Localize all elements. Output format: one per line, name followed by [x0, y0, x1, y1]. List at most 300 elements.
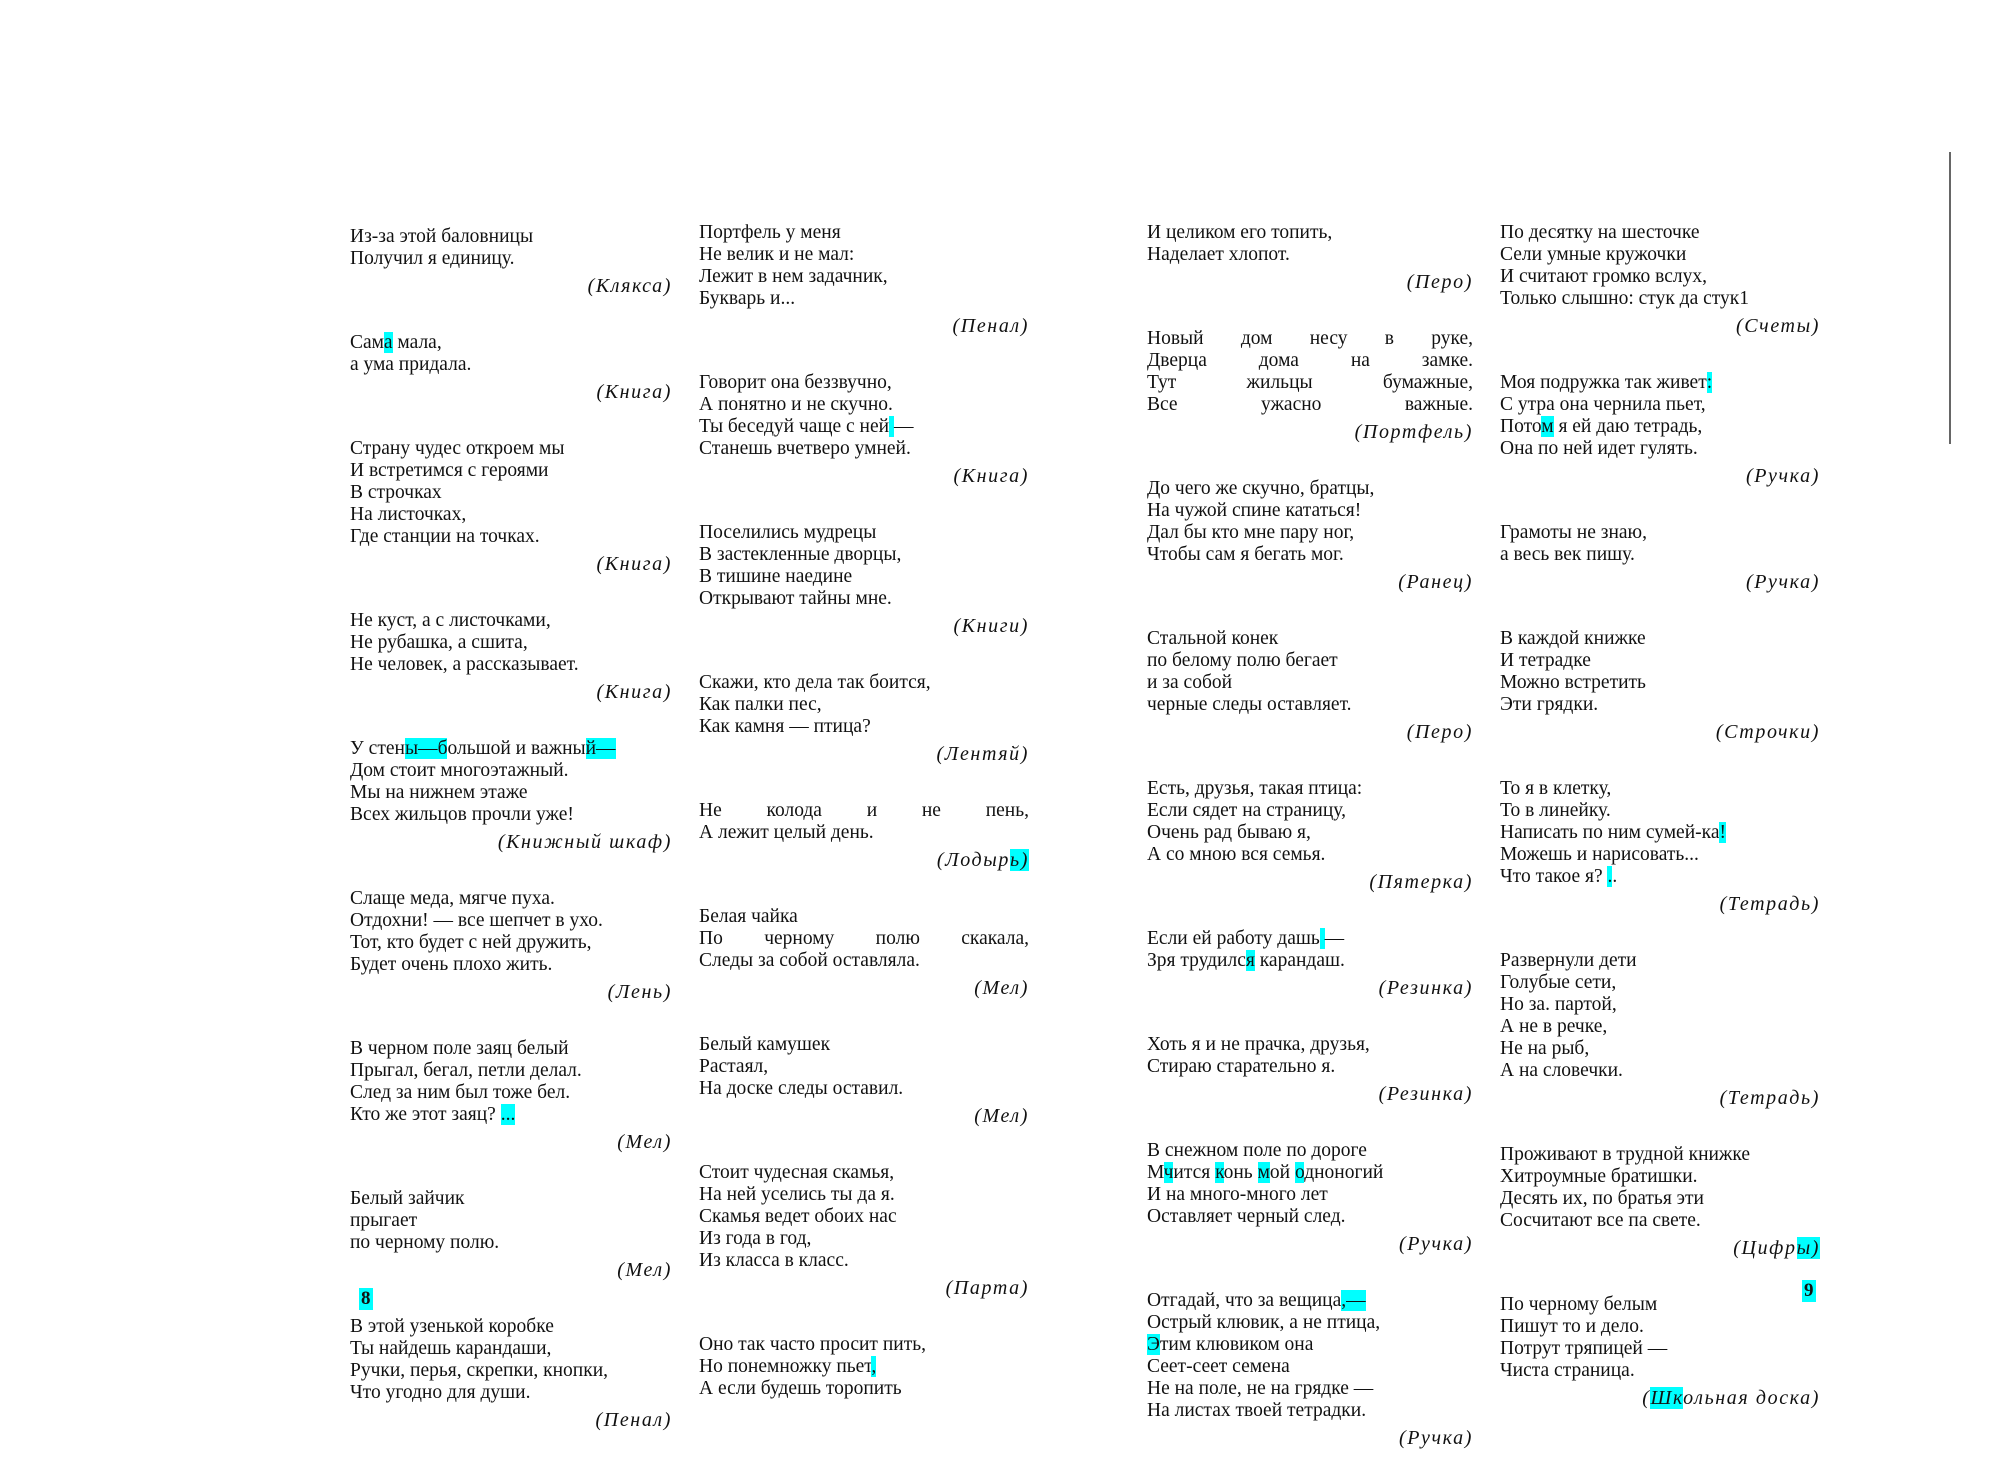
text-segment: Зря трудилс [1147, 950, 1246, 971]
riddle-line [350, 932, 672, 954]
text-segment: В тишине наедине [699, 566, 853, 587]
riddle-answer [1500, 1086, 1820, 1110]
riddle-answer [1500, 1236, 1820, 1260]
riddle-block [1147, 1140, 1473, 1256]
riddle-answer [350, 1258, 672, 1282]
highlighted-text: . [1607, 866, 1613, 887]
riddle-line [350, 888, 672, 910]
riddle-line [699, 928, 1029, 950]
riddle-line [1500, 544, 1820, 566]
riddle-line [1500, 1016, 1820, 1038]
riddle-line [699, 1162, 1029, 1184]
riddle-line [699, 950, 1029, 972]
text-segment: (Пенал) [595, 1409, 672, 1431]
text-segment: Но понемножку пьет [699, 1356, 872, 1377]
text-segment: Можно встретить [1500, 672, 1646, 693]
highlighted-text: ч [1163, 1162, 1174, 1183]
riddle-line [1147, 478, 1473, 500]
riddle-block [1147, 928, 1473, 1000]
riddle-line [1500, 822, 1820, 844]
text-segment: (Книга) [953, 465, 1029, 487]
text-segment: тим клювиком она [1159, 1334, 1314, 1355]
text-segment: — [893, 416, 914, 437]
text-column-1 [350, 226, 672, 1432]
word: не [921, 800, 941, 821]
riddle-block [699, 800, 1029, 872]
text-segment: Написать по ним сумей-ка [1500, 822, 1720, 843]
text-segment: (Мел) [617, 1259, 672, 1281]
riddle-line [1147, 800, 1473, 822]
riddle-block [1500, 1294, 1820, 1410]
text-segment: карандаш. [1254, 950, 1345, 971]
page-number-left: 8 [361, 1288, 371, 1309]
text-segment: Хоть я и не прачка, друзья, [1147, 1034, 1370, 1055]
text-segment: Ты беседуй чаще с ней [699, 416, 890, 437]
text-segment: Где станции на точках. [350, 526, 540, 547]
text-segment: Мы на нижнем этаже [350, 782, 528, 803]
text-segment: . [1612, 866, 1618, 887]
riddle-line [350, 1232, 672, 1254]
text-segment: А со мною вся семья. [1147, 844, 1326, 865]
text-segment: Оставляет черный след. [1147, 1206, 1346, 1227]
riddle-answer [1147, 720, 1473, 744]
riddle-line [699, 694, 1029, 716]
text-segment: И считают громко вслух, [1500, 266, 1708, 287]
riddle-answer [699, 848, 1029, 872]
text-segment: На ней уселись ты да я. [699, 1184, 895, 1205]
riddle-line [1500, 672, 1820, 694]
text-segment: (Тетрадь) [1719, 1087, 1820, 1109]
riddle-line [350, 782, 672, 804]
text-segment: — [1324, 928, 1345, 949]
riddle-line [1500, 1338, 1820, 1360]
riddle-line [1147, 350, 1473, 372]
text-column-2 [699, 222, 1029, 1400]
word: и [866, 800, 878, 821]
text-segment: Из класса в класс. [699, 1250, 849, 1271]
riddle-block [1147, 778, 1473, 894]
riddle-block [1500, 778, 1820, 916]
riddle-line [350, 760, 672, 782]
text-segment: Эти грядки. [1500, 694, 1599, 715]
text-segment: онь [1223, 1162, 1258, 1183]
riddle-line [1500, 266, 1820, 288]
text-segment: Голубые сети, [1500, 972, 1617, 993]
riddle-line [1500, 628, 1820, 650]
text-segment: А лежит целый день. [699, 822, 874, 843]
text-column-4 [1500, 222, 1820, 1410]
riddle-line [1147, 1034, 1473, 1056]
riddle-line [350, 954, 672, 976]
text-segment: У стен [350, 738, 405, 759]
riddle-line [699, 244, 1029, 266]
text-segment: (Книга) [596, 381, 672, 403]
text-segment: Она по ней идет гулять. [1500, 438, 1698, 459]
text-segment: (Резинка) [1378, 1083, 1473, 1105]
text-segment: (Лентяй) [936, 743, 1029, 765]
riddle-line [1147, 1334, 1473, 1356]
riddle-line [1500, 800, 1820, 822]
riddle-block [1147, 328, 1473, 444]
riddle-block [699, 1034, 1029, 1128]
riddle-block [699, 672, 1029, 766]
riddle-line [1147, 1206, 1473, 1228]
riddle-line [1147, 1184, 1473, 1206]
text-column-3 [1147, 222, 1473, 1450]
text-segment: ольная доска) [1683, 1387, 1820, 1409]
riddle-answer [699, 1104, 1029, 1128]
riddle-line [350, 1060, 672, 1082]
word: дома [1258, 350, 1299, 371]
highlighted-text: ы) [1796, 1237, 1820, 1259]
riddle-line [350, 654, 672, 676]
text-segment: Острый клювик, а не птица, [1147, 1312, 1381, 1333]
text-segment: И встретимся с героями [350, 460, 549, 481]
highlighted-text: ы— [404, 738, 438, 759]
text-segment: (Портфель) [1354, 421, 1473, 443]
riddle-answer [1147, 270, 1473, 294]
riddle-line [699, 1034, 1029, 1056]
text-segment: След за ним был тоже бел. [350, 1082, 571, 1103]
text-segment: (Пятерка) [1369, 871, 1473, 893]
text-segment: (Резинка) [1378, 977, 1473, 999]
riddle-line [350, 504, 672, 526]
word: Тут [1147, 372, 1177, 393]
riddle-answer [699, 314, 1029, 338]
riddle-line [1500, 438, 1820, 460]
riddle-block [699, 372, 1029, 488]
text-segment: ( [1642, 1387, 1651, 1409]
text-segment: (Пенал) [952, 315, 1029, 337]
riddle-line [350, 438, 672, 460]
riddle-line [1500, 1144, 1820, 1166]
text-segment: Дал бы кто мне пару ног, [1147, 522, 1355, 543]
riddle-line [350, 482, 672, 504]
riddle-line [699, 438, 1029, 460]
riddle-line [699, 822, 1029, 844]
highlighted-text: я [1245, 950, 1255, 971]
text-segment: Скамья ведет обоих нас [699, 1206, 897, 1227]
riddle-answer [699, 1276, 1029, 1300]
riddle-block [350, 1188, 672, 1282]
riddle-line [350, 460, 672, 482]
text-segment: Десять их, по братья эти [1500, 1188, 1704, 1209]
word: колода [766, 800, 822, 821]
riddle-block [699, 522, 1029, 638]
text-segment: Сосчитают все па свете. [1500, 1210, 1701, 1231]
riddle-answer [1147, 1082, 1473, 1106]
text-segment: Будет очень плохо жить. [350, 954, 553, 975]
riddle-block [350, 738, 672, 854]
text-segment: Оно так часто просит пить, [699, 1334, 926, 1355]
text-segment: Сам [350, 332, 384, 353]
text-segment: И на много-много лет [1147, 1184, 1328, 1205]
riddle-line [350, 1338, 672, 1360]
text-segment: Ручки, перья, скрепки, кнопки, [350, 1360, 609, 1381]
riddle-line [1147, 328, 1473, 350]
highlighted-text: ... [500, 1104, 516, 1125]
text-segment: В этой узенькой коробке [350, 1316, 554, 1337]
text-segment: Что такое я? [1500, 866, 1608, 887]
text-segment: И целиком его топить, [1147, 222, 1333, 243]
riddle-line [1500, 1294, 1820, 1316]
riddle-line [699, 716, 1029, 738]
text-segment: Отгадай, что за вещица [1147, 1290, 1342, 1311]
riddle-line [1500, 694, 1820, 716]
riddle-block [1147, 1290, 1473, 1450]
riddle-line [1500, 1316, 1820, 1338]
text-segment: Очень рад бываю я, [1147, 822, 1311, 843]
riddle-line [350, 1082, 672, 1104]
text-segment: и за собой [1147, 672, 1233, 693]
word: на [1350, 350, 1370, 371]
highlighted-text: к [1215, 1162, 1224, 1183]
riddle-answer [1147, 420, 1473, 444]
riddle-line [1147, 372, 1473, 394]
riddle-line [1147, 822, 1473, 844]
riddle-block [699, 906, 1029, 1000]
riddle-answer [1500, 892, 1820, 916]
riddle-block [350, 332, 672, 404]
highlighted-text: о [1294, 1162, 1305, 1183]
text-segment: В застекленные дворцы, [699, 544, 902, 565]
text-segment: Стальной конек [1147, 628, 1279, 649]
riddle-block [350, 1038, 672, 1154]
text-segment: (Книга) [596, 681, 672, 703]
riddle-line [350, 1210, 672, 1232]
riddle-block [1500, 1144, 1820, 1260]
riddle-line [699, 544, 1029, 566]
riddle-line [699, 1250, 1029, 1272]
riddle-line [1147, 1140, 1473, 1162]
text-segment: В строчках [350, 482, 442, 503]
text-segment: (Ранец) [1398, 571, 1473, 593]
text-segment: Грамоты не знаю, [1500, 522, 1647, 543]
riddle-line [1500, 1038, 1820, 1060]
text-segment: Но за. партой, [1500, 994, 1617, 1015]
text-segment: Поселились мудрецы [699, 522, 877, 543]
riddle-line [1500, 1060, 1820, 1082]
riddle-line [699, 566, 1029, 588]
text-segment: Белый камушек [699, 1034, 831, 1055]
word: несу [1309, 328, 1348, 349]
text-segment: а ума придала. [350, 354, 472, 375]
riddle-line [350, 1382, 672, 1404]
text-segment: На доске следы оставил. [699, 1078, 904, 1099]
highlighted-text: б [437, 738, 448, 759]
word: пень, [985, 800, 1029, 821]
word: Дверца [1147, 350, 1207, 371]
riddle-line [1147, 1162, 1473, 1184]
text-segment: прыгает [350, 1210, 418, 1231]
text-segment: Лежит в нем задачник, [699, 266, 888, 287]
riddle-line [1500, 1166, 1820, 1188]
riddle-line [350, 354, 672, 376]
text-segment: Как палки пес, [699, 694, 822, 715]
text-segment: (Ручка) [1398, 1233, 1473, 1255]
text-segment: (Тетрадь) [1719, 893, 1820, 915]
text-segment: Развернули дети [1500, 950, 1637, 971]
riddle-line [350, 332, 672, 354]
text-segment: Говорит она беззвучно, [699, 372, 892, 393]
text-segment: И тетрадке [1500, 650, 1591, 671]
riddle-answer [350, 830, 672, 854]
riddle-line [1147, 522, 1473, 544]
riddle-line [1147, 394, 1473, 416]
text-segment: Страну чудес откроем мы [350, 438, 565, 459]
text-segment: Открывают тайны мне. [699, 588, 892, 609]
highlighted-text: Э [1147, 1334, 1160, 1355]
text-segment: (Лень) [607, 981, 672, 1003]
text-segment: Не рубашка, а сшита, [350, 632, 528, 653]
riddle-line [1147, 1290, 1473, 1312]
riddle-line [1500, 778, 1820, 800]
riddle-block [1500, 372, 1820, 488]
text-segment: по белому полю бегает [1147, 650, 1338, 671]
riddle-line [699, 1184, 1029, 1206]
riddle-answer [350, 552, 672, 576]
text-segment: (Мел) [974, 977, 1029, 999]
text-segment: Как камня — птица? [699, 716, 871, 737]
riddle-block [350, 438, 672, 576]
riddle-line [1147, 1356, 1473, 1378]
text-segment: (Счеты) [1735, 315, 1820, 337]
word: жильцы [1246, 372, 1313, 393]
text-segment: Не на поле, не на грядке — [1147, 1378, 1374, 1399]
text-segment: На листочках, [350, 504, 467, 525]
riddle-line [1500, 394, 1820, 416]
riddle-line [1147, 950, 1473, 972]
riddle-answer [350, 1130, 672, 1154]
riddle-answer [1147, 570, 1473, 594]
riddle-line [1147, 544, 1473, 566]
riddle-answer [1147, 976, 1473, 1000]
riddle-line [350, 1038, 672, 1060]
text-segment: На чужой спине кататься! [1147, 500, 1362, 521]
riddle-line [350, 248, 672, 270]
text-segment: Белая чайка [699, 906, 798, 927]
text-segment: (Мел) [617, 1131, 672, 1153]
riddle-block [350, 1316, 672, 1432]
riddle-line [699, 266, 1029, 288]
riddle-answer [1500, 570, 1820, 594]
text-segment: (Лодыр [936, 849, 1011, 871]
text-segment: До чего же скучно, братцы, [1147, 478, 1375, 499]
riddle-answer [1500, 314, 1820, 338]
riddle-line [699, 522, 1029, 544]
riddle-answer [350, 1408, 672, 1432]
text-segment: То я в клетку, [1500, 778, 1612, 799]
riddle-block [1500, 222, 1820, 338]
page-number-right: 9 [1804, 1280, 1814, 1301]
riddle-line [350, 632, 672, 654]
text-segment: (Книга) [596, 553, 672, 575]
text-segment: Сеет-сеет семена [1147, 1356, 1290, 1377]
text-segment: по черному полю. [350, 1232, 500, 1253]
text-segment: (Строчки) [1715, 721, 1820, 743]
text-segment: ольшой и важны [447, 738, 586, 759]
riddle-line [1500, 650, 1820, 672]
word: руке, [1431, 328, 1473, 349]
riddle-block [350, 610, 672, 704]
riddle-line [1500, 1188, 1820, 1210]
riddle-line [1500, 1360, 1820, 1382]
riddle-line [1147, 244, 1473, 266]
text-segment: По черному белым [1500, 1294, 1658, 1315]
text-segment: Следы за собой оставляла. [699, 950, 920, 971]
text-segment: Кто же этот заяц? [350, 1104, 501, 1125]
riddle-line [699, 1206, 1029, 1228]
riddle-line [699, 416, 1029, 438]
riddle-line [1147, 672, 1473, 694]
text-segment: Стираю старательно я. [1147, 1056, 1336, 1077]
text-segment: ой [1269, 1162, 1295, 1183]
text-segment: Слаще меда, мягче пуха. [350, 888, 555, 909]
text-segment: Проживают в трудной книжке [1500, 1144, 1751, 1165]
text-segment: Букварь и... [699, 288, 796, 309]
riddle-line [1147, 500, 1473, 522]
riddle-line [699, 1228, 1029, 1250]
riddle-line [699, 800, 1029, 822]
text-segment: Стоит чудесная скамья, [699, 1162, 895, 1183]
riddle-block [1147, 478, 1473, 594]
text-segment: Потрут тряпицей — [1500, 1338, 1668, 1359]
text-segment: мала, [392, 332, 442, 353]
riddle-answer [350, 380, 672, 404]
word: Все [1147, 394, 1178, 415]
text-segment: Всех жильцов прочли уже! [350, 804, 574, 825]
highlighted-text: м [1541, 416, 1554, 437]
text-segment: дноногий [1304, 1162, 1384, 1183]
text-segment: В каждой книжке [1500, 628, 1646, 649]
text-segment: Тот, кто будет с ней дружить, [350, 932, 592, 953]
riddle-line [1147, 694, 1473, 716]
text-segment: Станешь вчетверо умней. [699, 438, 911, 459]
highlighted-text: , [871, 1356, 877, 1377]
riddle-line [1500, 972, 1820, 994]
text-segment: (Клякса) [587, 275, 672, 297]
text-segment: Только слышно: стук да стук1 [1500, 288, 1750, 309]
text-segment: (Книжный шкаф) [497, 831, 672, 853]
riddle-line [1500, 288, 1820, 310]
text-segment: По десятку на шесточке [1500, 222, 1700, 243]
word: Новый [1147, 328, 1204, 349]
riddle-line [1147, 1400, 1473, 1422]
text-segment: Не на рыб, [1500, 1038, 1590, 1059]
riddle-answer [1500, 1386, 1820, 1410]
text-segment: (Парта) [945, 1277, 1029, 1299]
text-segment: (Мел) [974, 1105, 1029, 1127]
text-segment: Не куст, а с листочками, [350, 610, 551, 631]
text-segment: ится [1173, 1162, 1216, 1183]
riddle-line [1147, 628, 1473, 650]
highlighted-text: а [383, 332, 393, 353]
word: По [699, 928, 723, 949]
text-segment: На листах твоей тетрадки. [1147, 1400, 1367, 1421]
riddle-line [699, 394, 1029, 416]
riddle-line [350, 910, 672, 932]
text-segment: Что угодно для души. [350, 1382, 531, 1403]
text-segment: Скажи, кто дела так боится, [699, 672, 931, 693]
text-segment: С утра она чернила пьет, [1500, 394, 1706, 415]
riddle-line [699, 288, 1029, 310]
word: ужасно [1260, 394, 1322, 415]
word: бумажные, [1382, 372, 1473, 393]
riddle-line [350, 610, 672, 632]
highlighted-text: ! [1719, 822, 1726, 843]
riddle-line [1147, 844, 1473, 866]
riddle-answer [1147, 1232, 1473, 1256]
